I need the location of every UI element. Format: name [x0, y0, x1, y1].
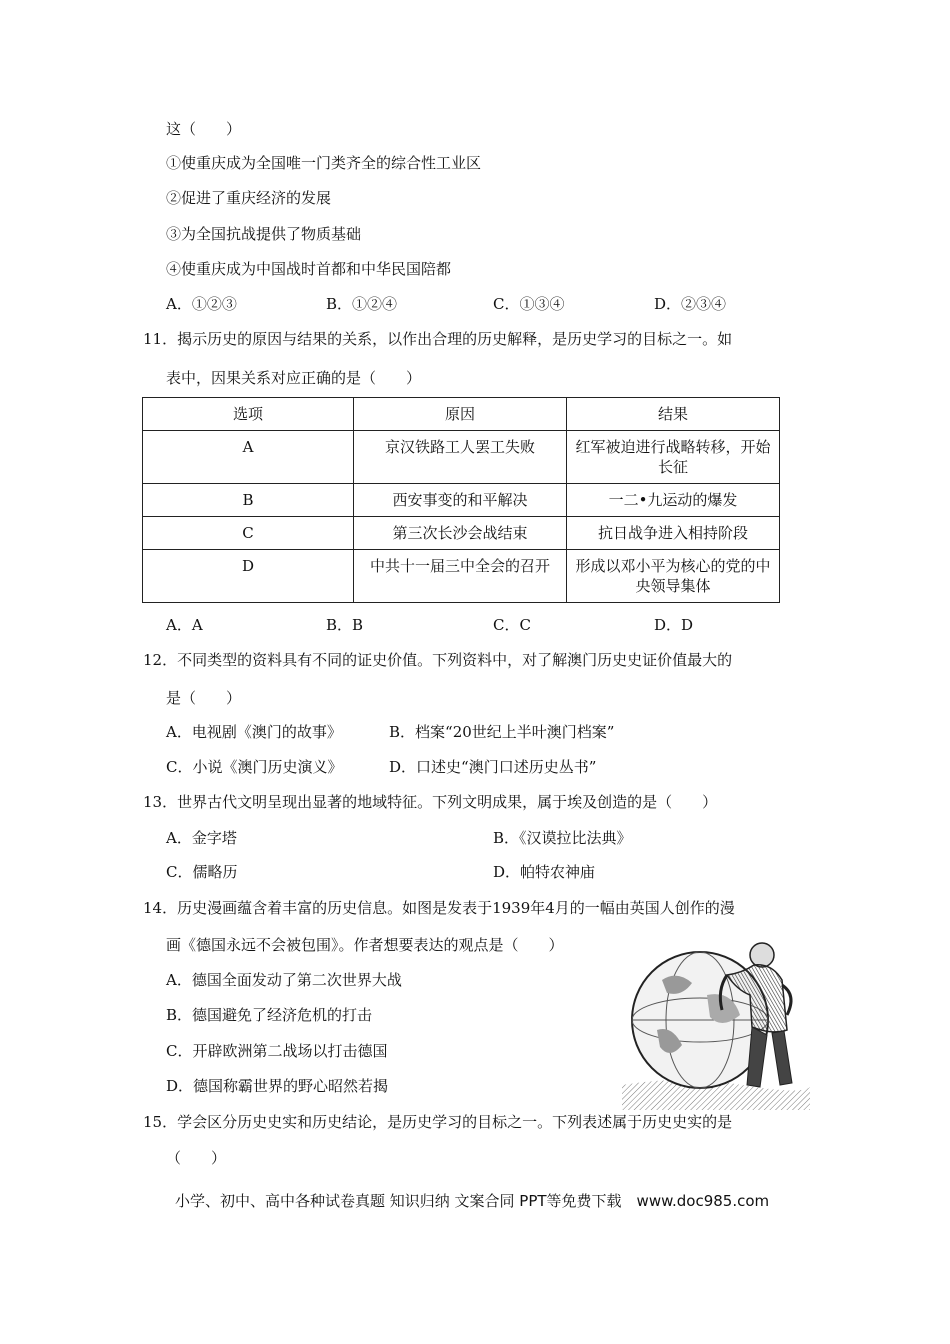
q11-option-b: B．B — [326, 616, 364, 634]
table-cell: 一二•九运动的爆发 — [567, 484, 780, 517]
table-header-cell: 结果 — [567, 398, 780, 431]
q11-table — [142, 397, 780, 603]
q14-option-b: B．德国避免了经济危机的打击 — [166, 1006, 373, 1024]
table-cell: 红军被迫进行战略转移，开始长征 — [567, 431, 780, 484]
q10-tail: 这（ ） — [166, 120, 242, 138]
q10-item-2: ②促进了重庆经济的发展 — [166, 189, 332, 207]
q11-stem-line1: 11．揭示历史的原因与结果的关系，以作出合理的历史解释，是历史学习的目标之一。如 — [143, 330, 733, 348]
q11-stem-line2: 表中，因果关系对应正确的是（ ） — [166, 369, 422, 387]
q14-option-c: C．开辟欧洲第二战场以打击德国 — [166, 1042, 388, 1060]
q13-option-a: A．金字塔 — [166, 829, 237, 847]
q12-stem-line2: 是（ ） — [166, 689, 242, 707]
table-row — [143, 517, 780, 550]
table-cell: 第三次长沙会战结束 — [354, 517, 567, 550]
q14-option-a: A．德国全面发动了第二次世界大战 — [166, 971, 402, 989]
table-cell: C — [143, 517, 354, 550]
table-row — [143, 484, 780, 517]
q12-option-d: D．口述史“澳门口述历史丛书” — [389, 758, 597, 776]
q14-stem-line2: 画《德国永远不会被包围》。作者想要表达的观点是（ ） — [166, 936, 564, 954]
table-cell: 抗日战争进入相持阶段 — [567, 517, 780, 550]
table-cell: B — [143, 484, 354, 517]
q10-option-b: B．①②④ — [326, 295, 398, 313]
table-cell: 中共十一届三中全会的召开 — [354, 550, 567, 603]
q12-stem-line1: 12．不同类型的资料具有不同的证史价值。下列资料中，对了解澳门历史史证价值最大的 — [143, 651, 733, 669]
q10-item-3: ③为全国抗战提供了物质基础 — [166, 225, 362, 243]
table-cell: D — [143, 550, 354, 603]
table-row — [143, 550, 780, 603]
table-cell: 西安事变的和平解决 — [354, 484, 567, 517]
q10-option-c: C．①③④ — [493, 295, 565, 313]
q10-option-d: D．②③④ — [654, 295, 727, 313]
q15-stem-line2: （ ） — [166, 1149, 227, 1167]
q13-option-c: C．儒略历 — [166, 863, 238, 881]
table-cell: 形成以邓小平为核心的党的中央领导集体 — [567, 550, 780, 603]
q11-option-a: A．A — [166, 616, 203, 634]
table-cell: A — [143, 431, 354, 484]
table-header-row — [143, 398, 780, 431]
q11-option-d: D．D — [654, 616, 694, 634]
table-cell: 京汉铁路工人罢工失败 — [354, 431, 567, 484]
q13-stem: 13．世界古代文明呈现出显著的地域特征。下列文明成果，属于埃及创造的是（ ） — [143, 793, 718, 811]
cartoon-globe-figure-icon — [622, 935, 810, 1110]
q10-option-a: A．①②③ — [166, 295, 237, 313]
cartoon-image — [622, 935, 810, 1110]
q14-option-d: D．德国称霸世界的野心昭然若揭 — [166, 1077, 389, 1095]
q12-option-a: A．电视剧《澳门的故事》 — [166, 723, 342, 741]
table-header-cell: 选项 — [143, 398, 354, 431]
q11-option-c: C．C — [493, 616, 531, 634]
q10-item-4: ④使重庆成为中国战时首都和中华民国陪都 — [166, 260, 452, 278]
q15-stem-line1: 15．学会区分历史史实和历史结论，是历史学习的目标之一。下列表述属于历史史实的是 — [143, 1113, 733, 1131]
table-row — [143, 431, 780, 484]
q10-item-1: ①使重庆成为全国唯一门类齐全的综合性工业区 — [166, 154, 482, 172]
page-footer: 小学、初中、高中各种试卷真题 知识归纳 文案合同 PPT等免费下载 www.doc985.com — [175, 1192, 770, 1210]
q12-option-b: B．档案“20世纪上半叶澳门档案” — [389, 723, 615, 741]
q13-option-b: B．《汉谟拉比法典》 — [493, 829, 632, 847]
table-header-cell: 原因 — [354, 398, 567, 431]
q12-option-c: C．小说《澳门历史演义》 — [166, 758, 343, 776]
q14-stem-line1: 14．历史漫画蕴含着丰富的历史信息。如图是发表于1939年4月的一幅由英国人创作的漫 — [143, 899, 735, 917]
q13-option-d: D．帕特农神庙 — [493, 863, 596, 881]
